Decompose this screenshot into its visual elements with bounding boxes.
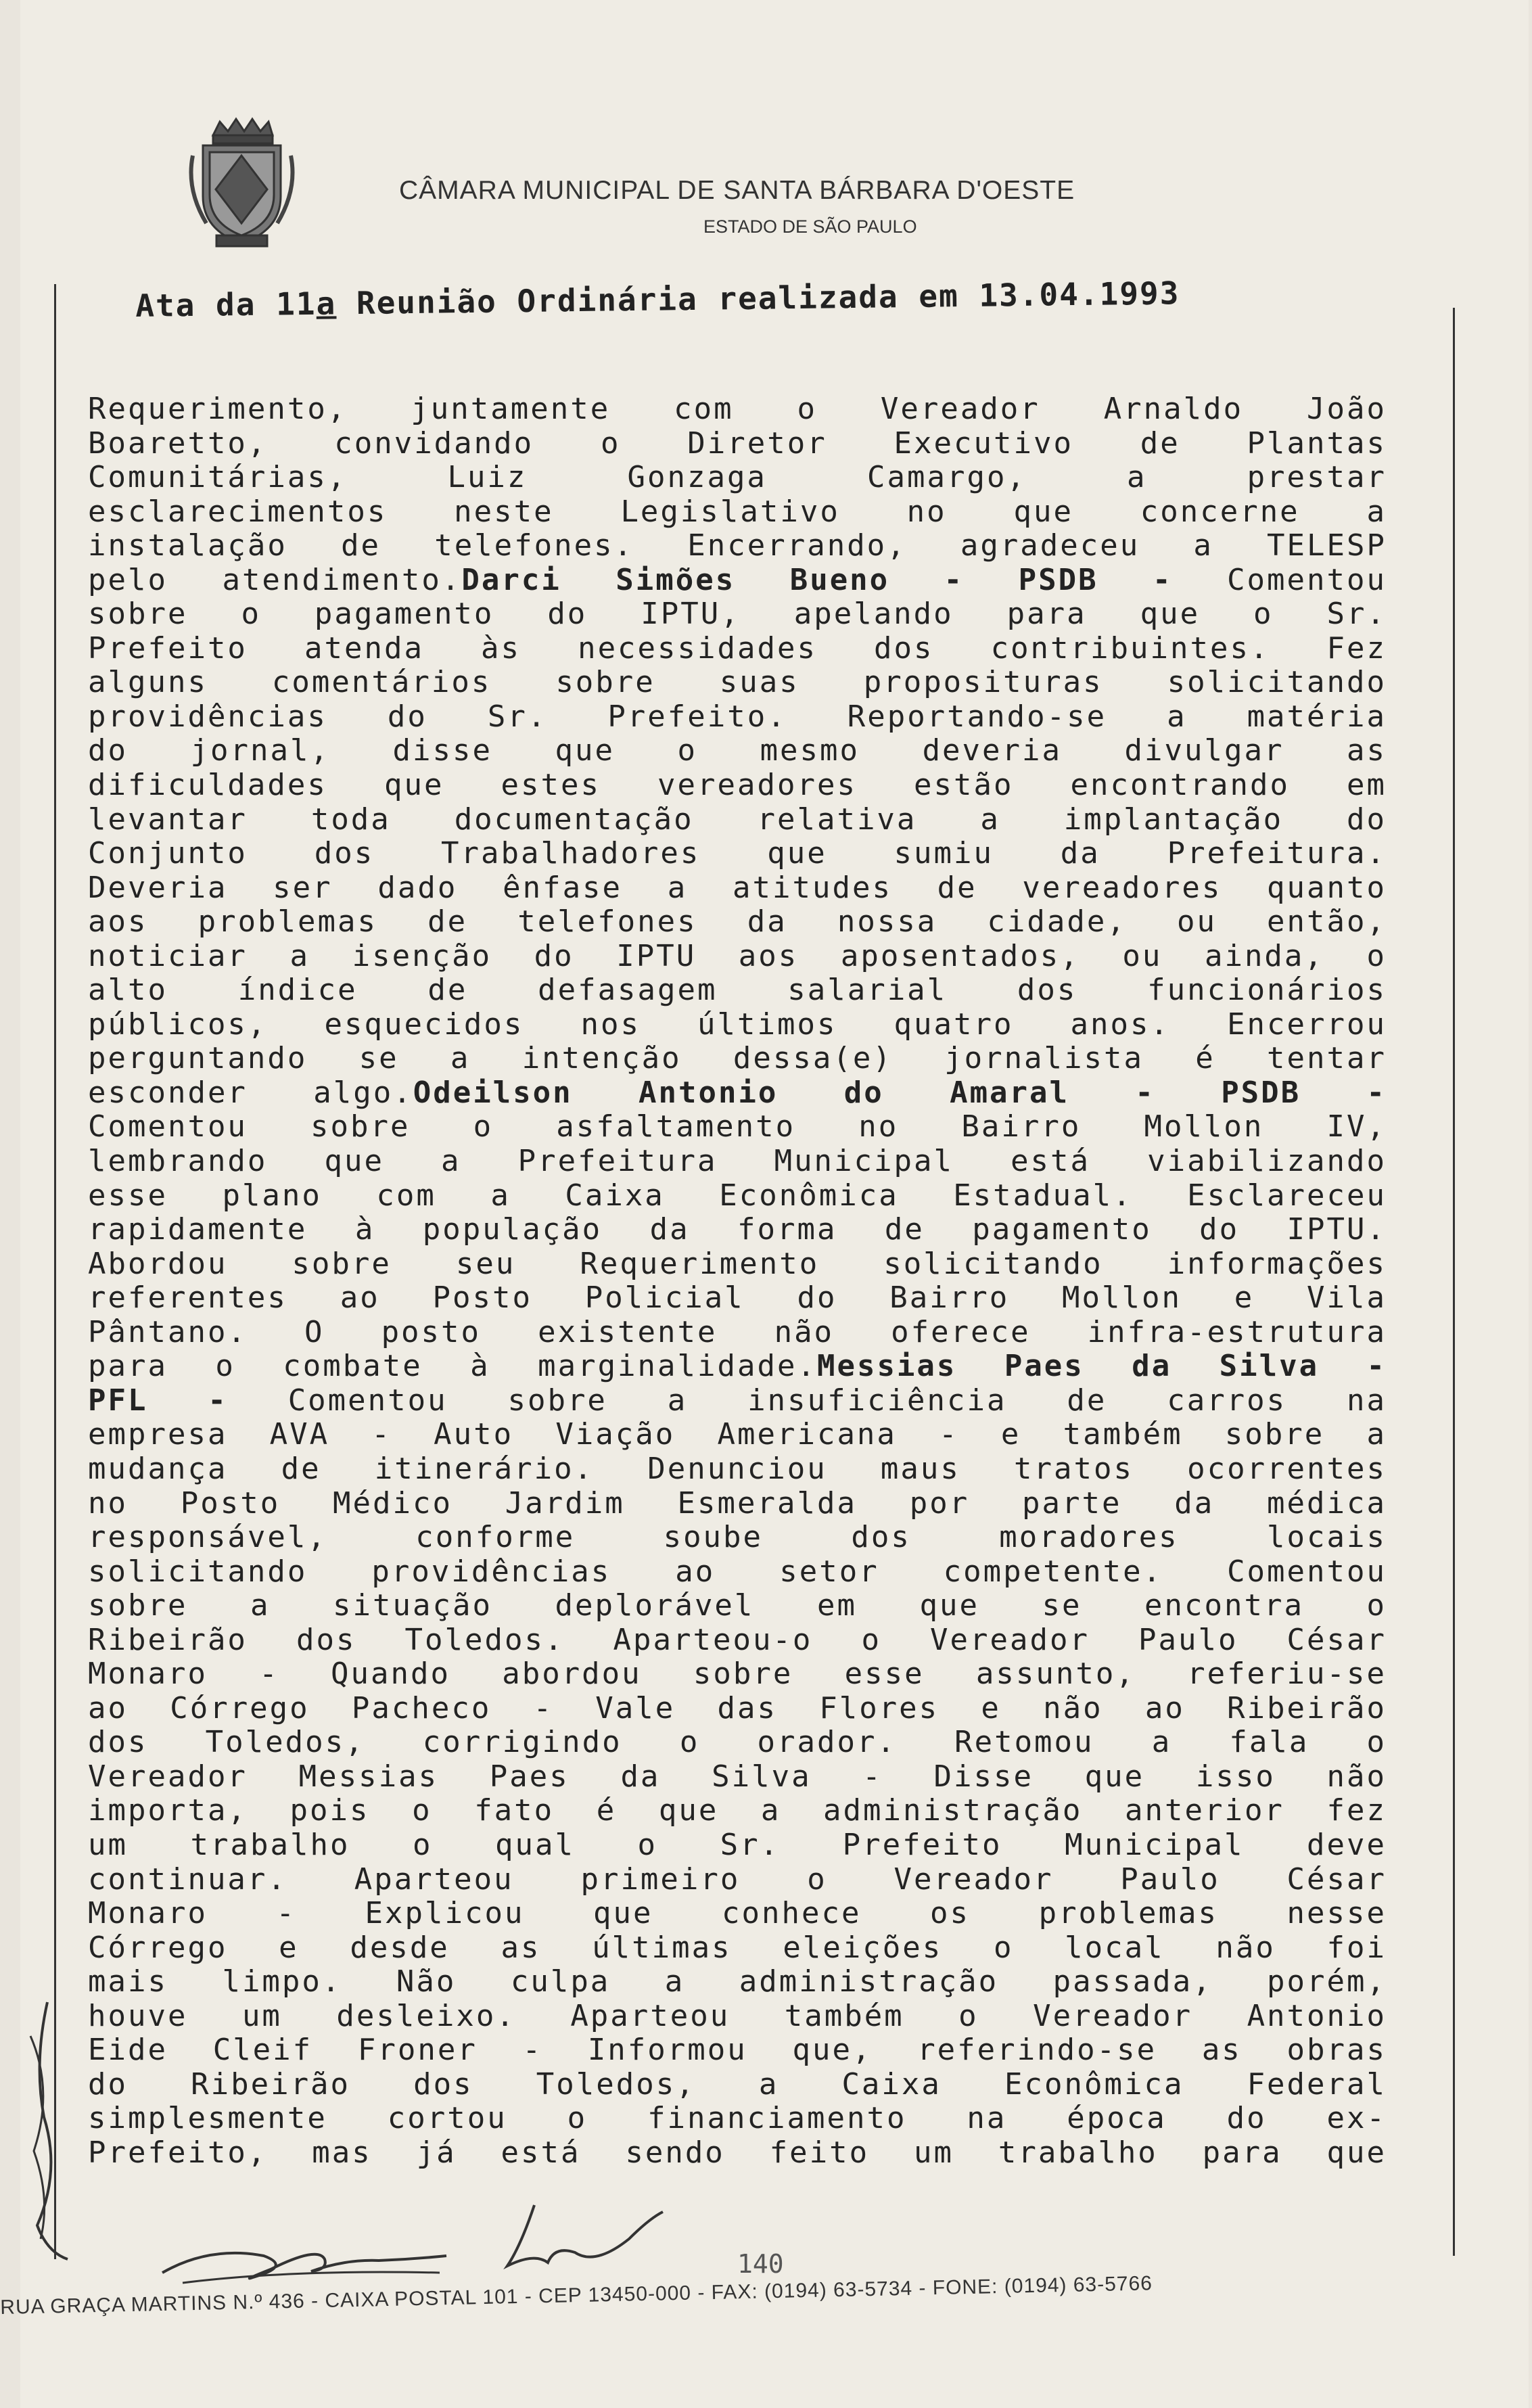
text-line	[88, 1110, 1387, 1144]
title-ordinal: a	[316, 285, 337, 322]
text-line	[88, 2102, 1387, 2136]
text-segment: houve um desleixo. Aparteou também o Vereador Antonio	[88, 1998, 1387, 2033]
text-segment: referentes ao Posto Policial do Bairro Mollon e Vila	[88, 1280, 1387, 1316]
text-segment: responsável, conforme soube dos moradores locais	[88, 1520, 1387, 1555]
text-line	[88, 597, 1387, 632]
text-line	[88, 1144, 1387, 1179]
text-segment: Córrego e desde as últimas eleições o local não foi	[88, 1930, 1387, 1965]
text-line	[88, 1521, 1387, 1555]
text-segment: Deveria ser dado ênfase a atitudes de vereadores quanto	[88, 870, 1387, 905]
text-segment: Comentou sobre o asfaltamento no Bairro Mollon IV,	[88, 1109, 1387, 1144]
text-segment: Prefeito atenda às necessidades dos contribuintes. Fez	[88, 630, 1387, 666]
speaker-name: Messias Paes da Silva -	[816, 1349, 1387, 1384]
text-segment: sobre a situação deplorável em que se encontra o	[88, 1588, 1387, 1623]
text-line	[88, 1213, 1387, 1247]
text-line	[88, 2068, 1387, 2102]
text-line	[88, 495, 1387, 530]
text-line	[88, 1692, 1387, 1726]
text-segment: simplesmente cortou o financiamento na época do ex-	[88, 2101, 1387, 2136]
text-segment: levantar toda documentação relativa a implantação do	[88, 802, 1387, 837]
text-line	[88, 1863, 1387, 1897]
document-page	[20, 0, 1529, 2408]
text-segment: Comunitárias, Luiz Gonzaga Camargo, a prestar	[88, 460, 1387, 495]
institution-name: CÂMARA MUNICIPAL DE SANTA BÁRBARA D'OESTE	[399, 176, 1075, 205]
text-line	[88, 666, 1387, 700]
text-line	[88, 871, 1387, 906]
text-segment: providências do Sr. Prefeito. Reportando-se a matéria	[88, 699, 1387, 734]
text-segment: lembrando que a Prefeitura Municipal está viabilizando	[88, 1144, 1387, 1179]
text-line	[88, 1589, 1387, 1623]
text-segment: continuar. Aparteou primeiro o Vereador Paulo César	[88, 1861, 1387, 1897]
text-segment: Pântano. O posto existente não oferece infra-estrutura	[88, 1314, 1387, 1349]
text-line	[88, 973, 1387, 1008]
text-line	[88, 1657, 1387, 1692]
speaker-name: PFL -	[88, 1383, 228, 1418]
text-segment: esclarecimentos neste Legislativo no que concerne a	[88, 494, 1387, 529]
text-segment: Requerimento, juntamente com o Vereador Arnaldo João	[88, 392, 1387, 426]
text-line	[88, 1726, 1387, 1760]
text-line	[88, 1828, 1387, 1863]
text-segment: Comentou sobre a insuficiência de carros na	[227, 1383, 1387, 1418]
text-line	[88, 1794, 1387, 1828]
text-line	[88, 1384, 1387, 1418]
text-line	[88, 1897, 1387, 1931]
page-footer: RUA GRAÇA MARTINS N.º 436 - CAIXA POSTAL 101 - CEP 13450-000 - FAX: (0194) 63-5734 - FONE: (0194) 63-5766	[0, 2272, 1153, 2319]
text-line	[88, 1008, 1387, 1042]
text-line	[88, 632, 1387, 666]
text-line	[88, 1076, 1387, 1111]
text-line	[88, 940, 1387, 974]
text-line	[88, 1247, 1387, 1282]
text-segment: Abordou sobre seu Requerimento solicitando informações	[88, 1246, 1387, 1281]
municipal-coat-of-arms-icon	[186, 115, 298, 250]
page-title	[135, 272, 1421, 324]
text-segment: importa, pois o fato é que a administração anterior fez	[88, 1793, 1387, 1828]
text-segment: Ribeirão dos Toledos. Aparteou-o o Vereador Paulo César	[88, 1622, 1387, 1657]
text-line	[88, 1349, 1387, 1384]
text-segment: Vereador Messias Paes da Silva - Disse que isso não	[88, 1759, 1387, 1794]
text-line	[88, 1316, 1387, 1350]
text-line	[88, 1487, 1387, 1521]
text-line	[88, 427, 1387, 461]
text-segment: Eide Cleif Froner - Informou que, referindo-se as obras	[88, 2033, 1387, 2068]
text-line	[88, 1760, 1387, 1795]
text-segment: esconder algo.	[88, 1075, 413, 1110]
text-segment: rapidamente à população da forma de pagamento do IPTU.	[88, 1212, 1387, 1247]
text-segment: dificuldades que estes vereadores estão encontrando em	[88, 768, 1387, 803]
text-line	[88, 1452, 1387, 1487]
text-segment: aos problemas de telefones da nossa cidade, ou então,	[88, 904, 1387, 940]
text-segment: solicitando providências ao setor competente. Comentou	[88, 1554, 1387, 1589]
text-segment: ao Córrego Pacheco - Vale das Flores e não ao Ribeirão	[88, 1690, 1387, 1726]
text-line	[88, 837, 1387, 871]
text-segment: perguntando se a intenção dessa(e) jornalista é tentar	[88, 1041, 1387, 1076]
text-segment: mais limpo. Não culpa a administração passada, porém,	[88, 1964, 1387, 1999]
text-segment: mudança de itinerário. Denunciou maus tratos ocorrentes	[88, 1451, 1387, 1486]
text-line	[88, 905, 1387, 940]
text-segment: pelo atendimento.	[88, 562, 462, 597]
title-prefix: Ata da 11	[135, 285, 317, 324]
text-line	[88, 1418, 1387, 1452]
text-segment: do jornal, disse que o mesmo deveria divulgar as	[88, 733, 1387, 768]
text-segment: Monaro - Explicou que conhece os problemas nesse	[88, 1896, 1387, 1931]
text-line	[88, 734, 1387, 768]
text-line	[88, 529, 1387, 563]
text-segment: do Ribeirão dos Toledos, a Caixa Econômica Federal	[88, 2066, 1387, 2102]
page-number: 140	[737, 2249, 784, 2279]
speaker-name: Odeilson Antonio do Amaral - PSDB -	[413, 1075, 1387, 1110]
text-line	[88, 2033, 1387, 2068]
text-line	[88, 461, 1387, 495]
text-segment: instalação de telefones. Encerrando, agradeceu a TELESP	[88, 528, 1387, 563]
text-line	[88, 392, 1387, 427]
left-margin-rule	[54, 284, 56, 2259]
title-suffix: Reunião Ordinária realizada em 13.04.1993	[335, 275, 1180, 322]
text-segment: públicos, esquecidos nos últimos quatro anos. Encerrou	[88, 1006, 1387, 1042]
text-segment: um trabalho o qual o Sr. Prefeito Municipal deve	[88, 1827, 1387, 1862]
text-segment: Prefeito, mas já está sendo feito um trabalho para que	[88, 2135, 1387, 2170]
text-line	[88, 1179, 1387, 1213]
initials-mark	[494, 2198, 670, 2279]
text-line	[88, 1555, 1387, 1590]
text-line	[88, 563, 1387, 598]
text-segment: no Posto Médico Jardim Esmeralda por parte da médica	[88, 1485, 1387, 1521]
text-line	[88, 768, 1387, 803]
text-segment: Conjunto dos Trabalhadores que sumiu da Prefeitura.	[88, 836, 1387, 871]
text-segment: Comentou	[1172, 562, 1387, 597]
text-line	[88, 700, 1387, 735]
text-line	[88, 1999, 1387, 2034]
text-line	[88, 1281, 1387, 1316]
text-segment: Monaro - Quando abordou sobre esse assunto, referiu-se	[88, 1657, 1387, 1692]
text-line	[88, 2136, 1387, 2171]
text-line	[88, 1623, 1387, 1658]
margin-signature-mark	[20, 1995, 81, 2266]
text-segment: dos Toledos, corrigindo o orador. Retomou a fala o	[88, 1725, 1387, 1760]
state-name: ESTADO DE SÃO PAULO	[703, 216, 917, 237]
text-segment: Boaretto, convidando o Diretor Executivo de Plantas	[88, 425, 1387, 461]
text-segment: alguns comentários sobre suas proposituras solicitando	[88, 665, 1387, 700]
speaker-name: Darci Simões Bueno - PSDB -	[461, 562, 1173, 597]
text-line	[88, 1931, 1387, 1966]
text-segment: empresa AVA - Auto Viação Americana - e também sobre a	[88, 1417, 1387, 1452]
signature-mark	[156, 2219, 467, 2293]
text-line	[88, 1965, 1387, 1999]
text-line	[88, 1042, 1387, 1076]
text-segment: noticiar a isenção do IPTU aos aposentados, ou ainda, o	[88, 938, 1387, 973]
text-segment: alto índice de defasagem salarial dos funcionários	[88, 973, 1387, 1008]
text-segment: sobre o pagamento do IPTU, apelando para que o Sr.	[88, 597, 1387, 632]
minutes-body-text	[88, 392, 1387, 2170]
text-line	[88, 803, 1387, 837]
right-margin-rule	[1453, 308, 1455, 2256]
text-segment: esse plano com a Caixa Econômica Estadual. Esclareceu	[88, 1178, 1387, 1213]
text-segment: para o combate à marginalidade.	[88, 1349, 817, 1384]
